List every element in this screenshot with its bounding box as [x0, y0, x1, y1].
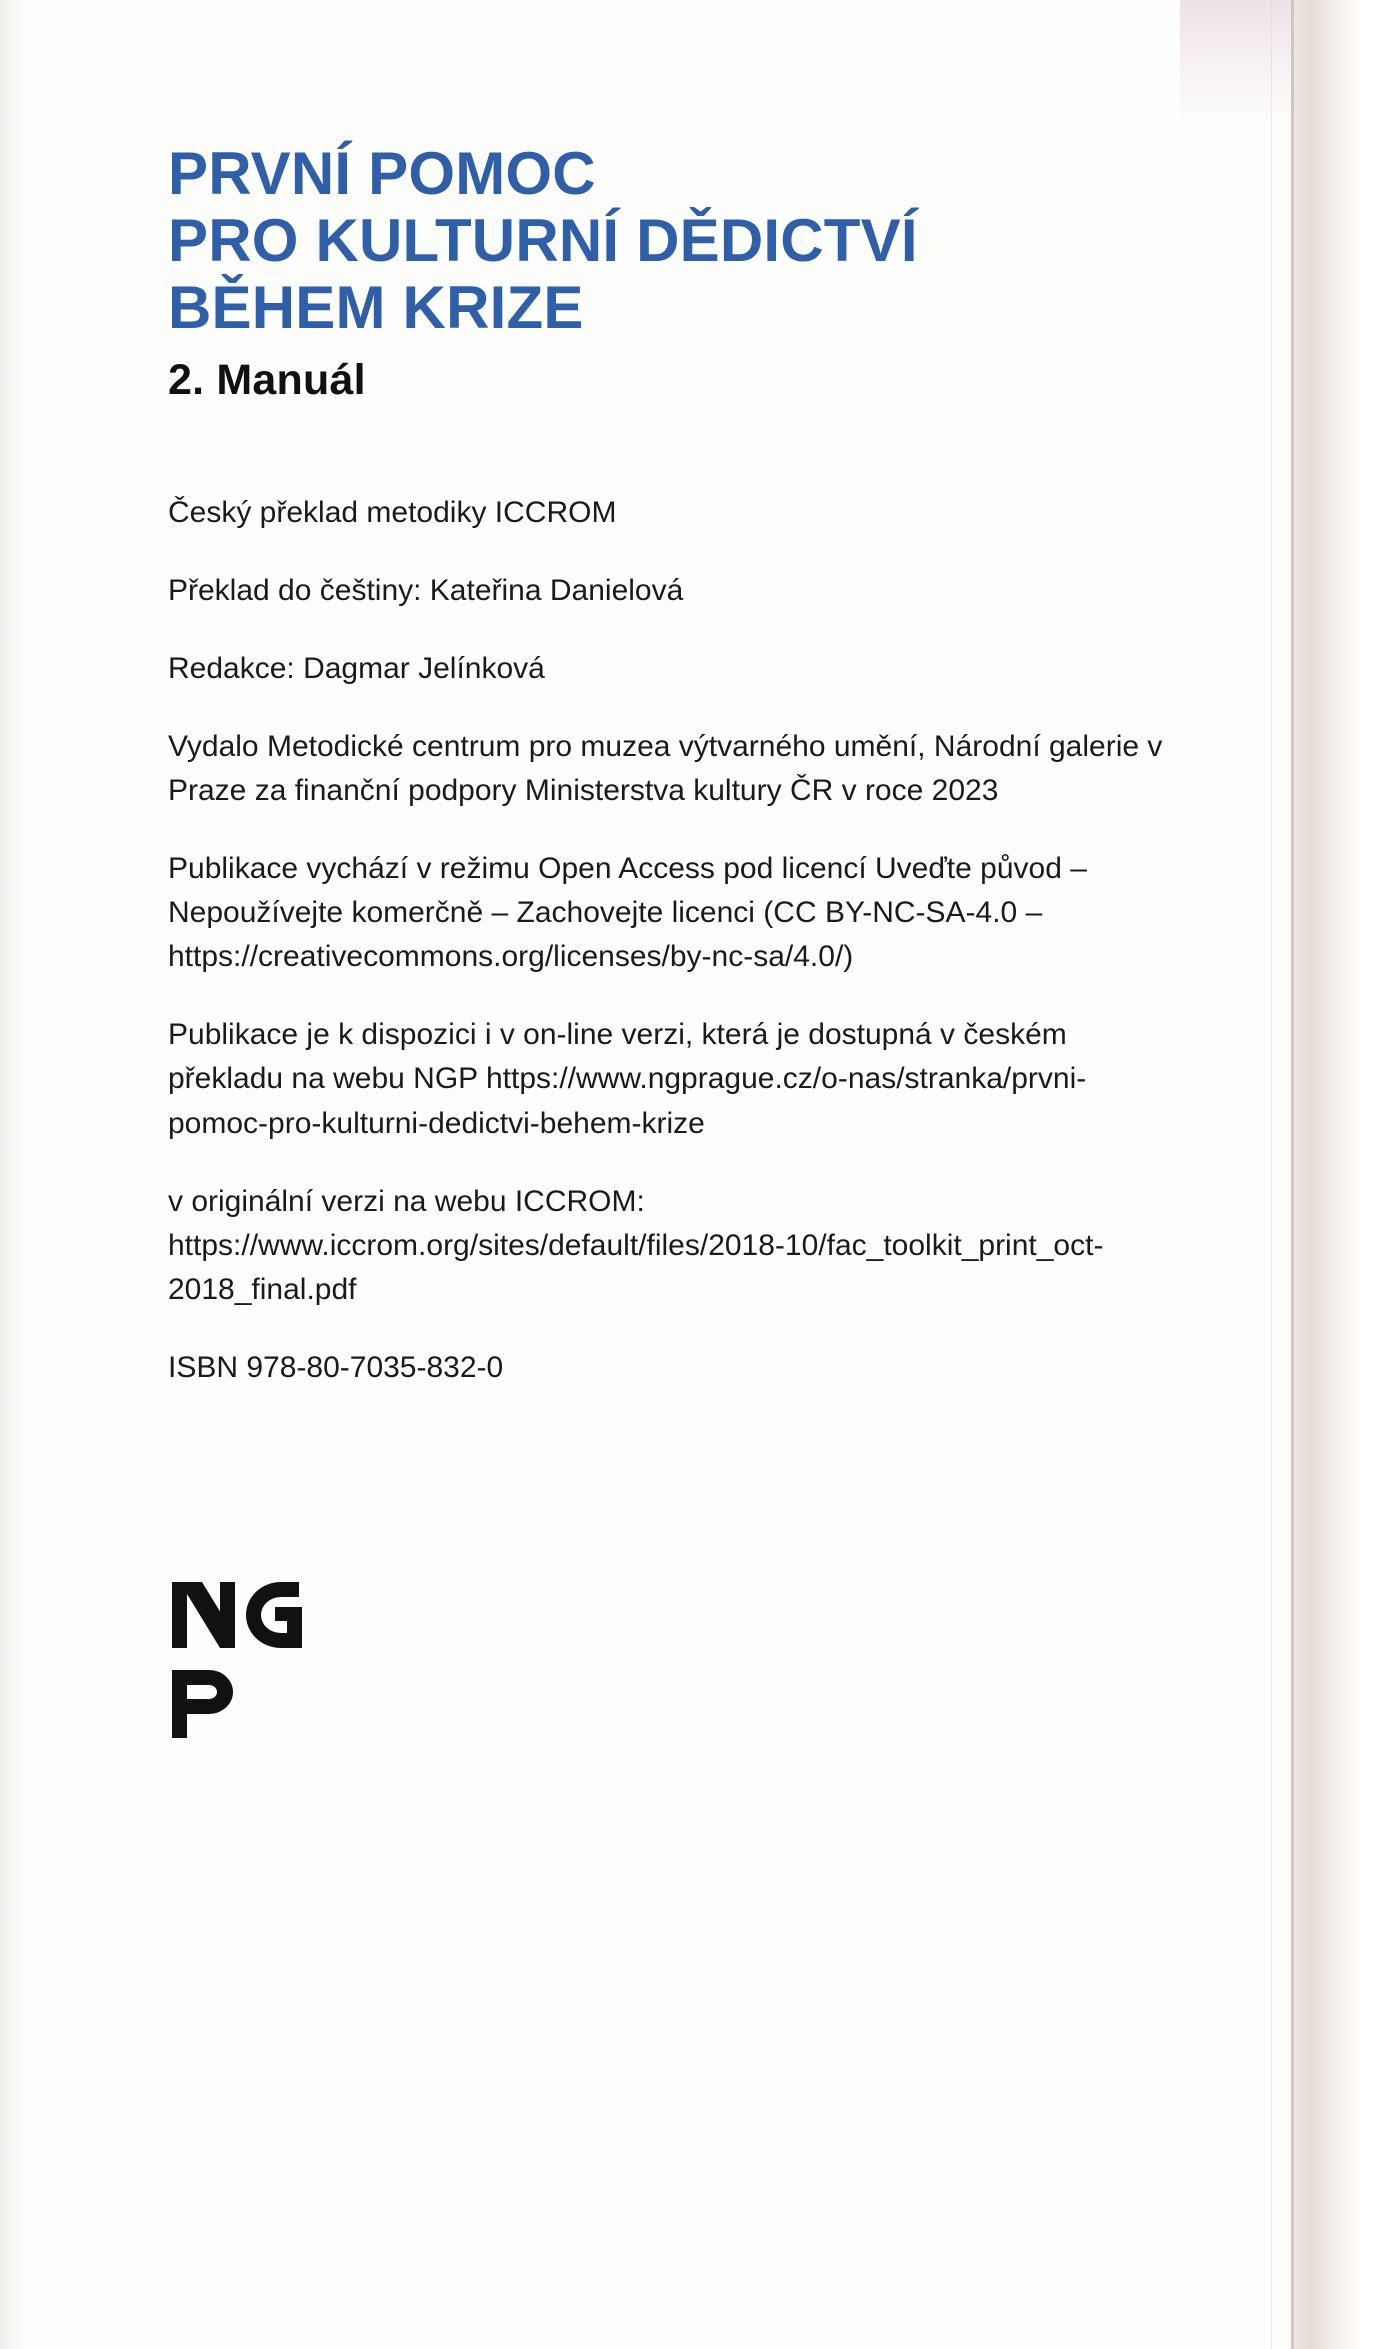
- online-version-note: Publikace je k dispozici i v on-line verzi, která je dostupná v českém překladu na webu NGP https://www.ngprague.cz/o-nas/stranka/prvni-pomoc-pro-kulturni-dedictvi-behem-krize: [168, 1018, 1087, 1140]
- scan-edge-tint: [1180, 0, 1291, 120]
- imprint-block: [168, 491, 1218, 1390]
- ngp-logo: [168, 1580, 348, 1740]
- title-page-content: [168, 140, 1218, 1424]
- title-line-1: PRVNÍ POMOC: [168, 140, 596, 207]
- page-left-shading: [0, 0, 26, 2349]
- title-line-2: PRO KULTURNÍ DĚDICTVÍ: [168, 207, 918, 275]
- publisher: Vydalo Metodické centrum pro muzea výtvarného umění, Národní galerie v Praze za finanční podpory Ministerstva kultury ČR v roce 2023: [168, 729, 1163, 807]
- isbn: ISBN 978-80-7035-832-0: [168, 1350, 504, 1384]
- translator: Překlad do češtiny: Kateřina Danielová: [168, 573, 684, 607]
- editor: Redakce: Dagmar Jelínková: [168, 651, 545, 685]
- original-version-note: v originální verzi na webu ICCROM: https://www.iccrom.org/sites/default/files/2018-10/fac_toolkit_print_oct-2018_final.pdf: [168, 1184, 1104, 1306]
- title-line-3: BĚHEM KRIZE: [168, 274, 584, 342]
- license-statement: Publikace vychází v režimu Open Access pod licencí Uveďte původ – Nepoužívejte komerčně – Zachovejte licenci (CC BY-NC-SA-4.0 – https://creativecommons.org/licenses/by-nc-sa/4.0/): [168, 852, 1087, 974]
- page-edge-line: [1271, 0, 1272, 2349]
- scan-edge: [1291, 0, 1394, 2349]
- page-subtitle: 2. Manuál: [168, 355, 366, 404]
- translation-source: Český překlad metodiky ICCROM: [168, 495, 617, 529]
- page-title: [168, 140, 1218, 342]
